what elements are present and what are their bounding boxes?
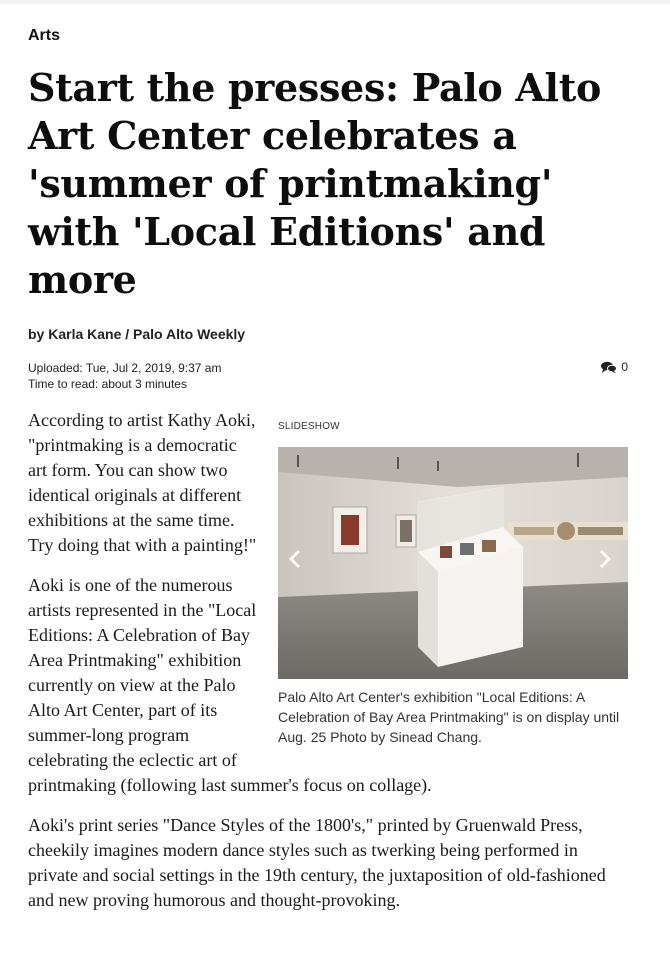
byline: by Karla Kane / Palo Alto Weekly [28,326,246,342]
article-body [28,408,628,928]
comments-link[interactable] [601,360,628,374]
chevron-left-icon[interactable] [284,547,308,571]
photo-caption: Palo Alto Art Center's exhibition "Local Editions: A Celebration of Bay Area Printmaking" is on display until Aug. 25 Photo by Sinead Chang. [278,689,620,745]
article-headline: Start the presses: Palo Alto Art Center celebrates a 'summer of printmaking' with 'Local Editions' and more [28,65,601,302]
read-time: Time to read: about 3 minutes [28,377,187,391]
slideshow-photo[interactable] [278,447,628,679]
slideshow-label: SLIDESHOW [278,421,340,432]
comment-count: 0 [621,360,628,374]
gallery-photo [278,447,628,679]
slideshow [278,414,628,747]
section-label[interactable]: Arts [28,27,61,44]
comments-icon [601,361,617,374]
paragraph: According to artist Kathy Aoki, "printmaking is a democratic art form. You can show two identical originals at different exhibitions at the same time. Try doing that with a painting!" [28,410,257,555]
article-meta [28,360,221,392]
chevron-right-icon[interactable] [592,547,616,571]
paragraph: Aoki's print series "Dance Styles of the 1800's," printed by Gruenwald Press, cheekily imagines modern dance styles such as twerking being performed in private and social settings in the 19th century, the juxtaposition of old-fashioned and new proving humorous and thought-provoking. [28,815,606,910]
top-border [0,0,670,4]
upload-date: Uploaded: Tue, Jul 2, 2019, 9:37 am [28,361,222,375]
paragraph: Aoki is one of the numerous artists represented in the "Local Editions: A Celebration of Bay Area Printmaking" exhibition currently on view at the Palo Alto Art Center, part of its summer-long program celebrating the eclectic art of printmaking (following last summer's focus on collage). [28,575,432,795]
